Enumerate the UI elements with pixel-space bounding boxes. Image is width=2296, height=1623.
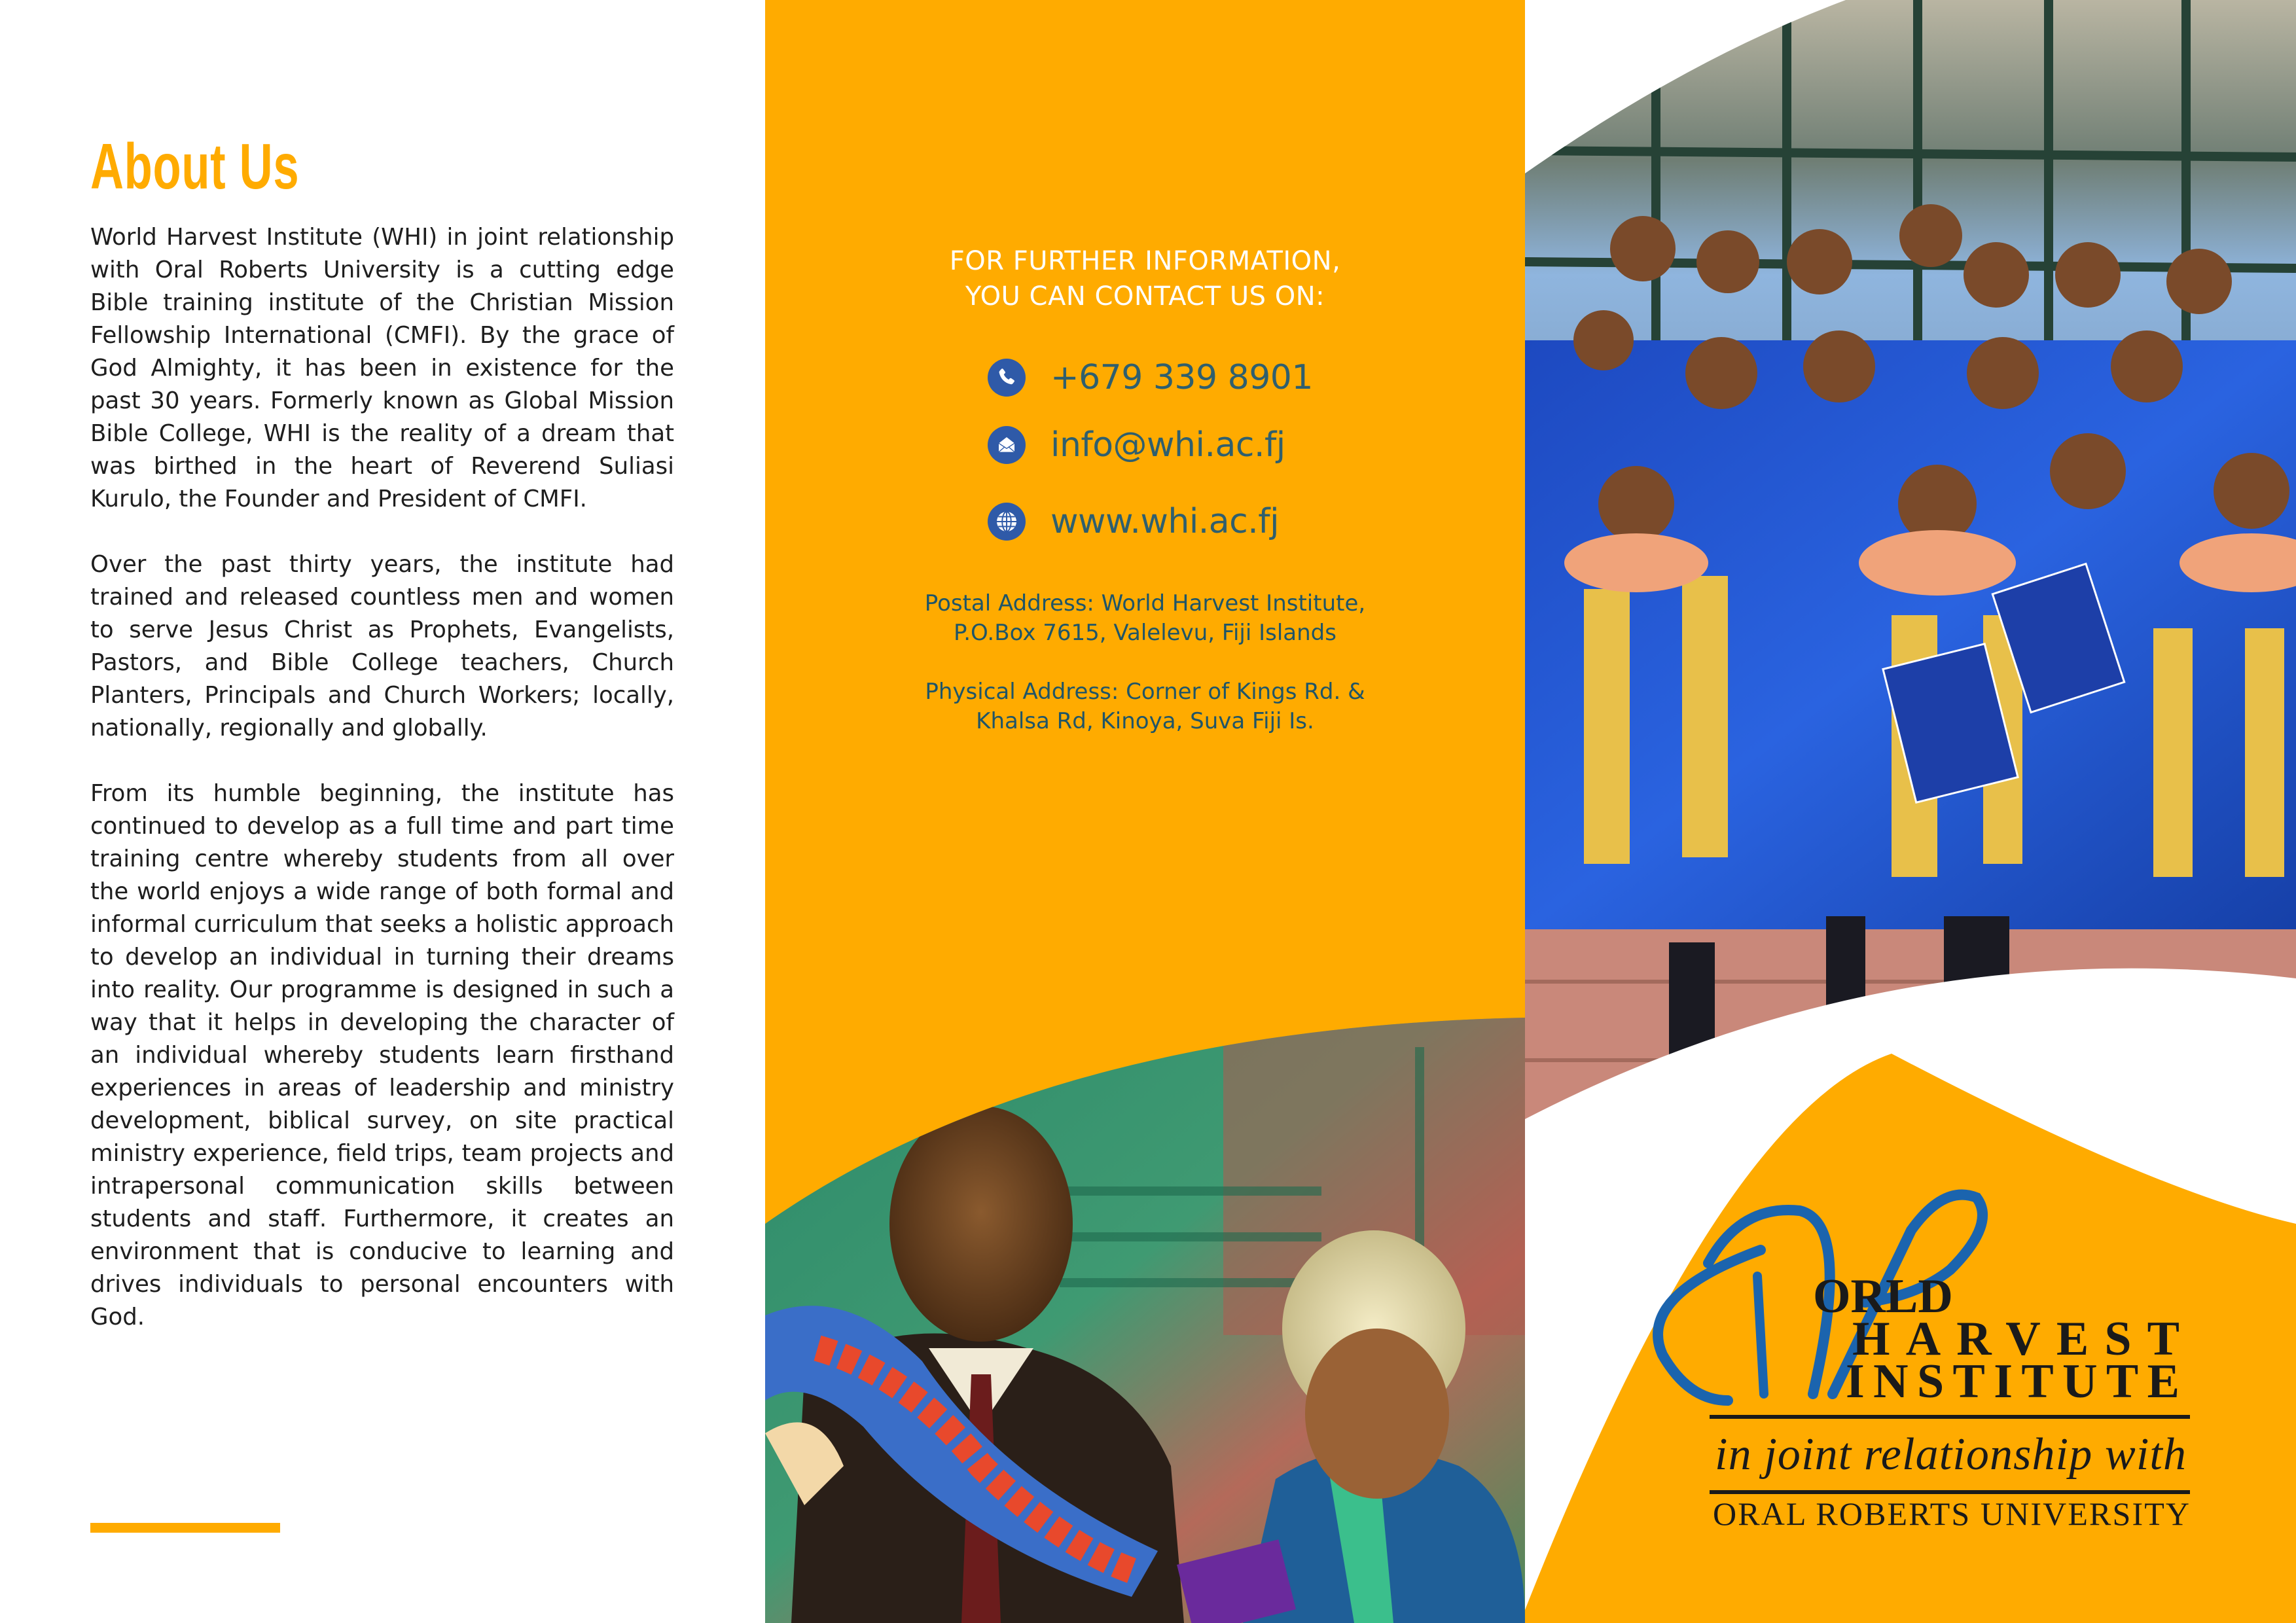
logo-divider-bottom [1710,1490,2190,1494]
about-paragraph: World Harvest Institute (WHI) in joint relationship with Oral Roberts University is a cutting edge Bible training institute of the Christian Mission Fellowship International (CMFI). By the grace of God Almighty, it has been in existence for the past 30 years. Formerly known as Global Mission Bible College, WHI is the reality of a dream that was birthed in the heart of Reverend Suliasi Kurulo, the Founder and President of CMFI. [90,224,674,512]
logo-tagline: in joint relationship with [1715,1429,2186,1480]
contact-website[interactable] [988,499,1279,544]
contact-phone[interactable] [988,355,1313,401]
contact-email[interactable] [988,422,1285,468]
globe-icon [988,503,1026,541]
phone-icon [988,359,1026,397]
logo-area [1525,0,2296,1623]
physical-address-line1: Physical Address: Corner of Kings Rd. & [925,679,1365,705]
postal-address [765,589,1525,648]
about-title: About Us [90,130,300,202]
physical-address-line2: Khalsa Rd, Kinoya, Suva Fiji Is. [976,708,1314,734]
cover-panel [1525,0,2296,1623]
about-paragraph: From its humble beginning, the institute has continued to develop as a full time and part time training centre whereby students from all over the world enjoys a wide range of both formal and informal curriculum that seeks a holistic approach to develop an individual in turning their dreams into reality. Our programme is designed in such a way that it helps in developing the character of an individual whereby students learn firsthand experiences in areas of leadership and ministry development, biblical survey, on site practical ministry experience, field trips, team projects and intrapersonal communication skills between students and staff. Furthermore, it creates an environment that is conducive to learning and drives individuals to personal encounters with God. [90,780,674,1330]
logo-partner: ORAL ROBERTS UNIVERSITY [1713,1495,2189,1532]
postal-address-line1: Postal Address: World Harvest Institute, [924,590,1366,616]
logo-line1: ORLD [1813,1270,1953,1323]
logo-divider-top [1710,1415,2190,1419]
contact-panel [765,0,1525,1623]
logo-line3: INSTITUTE [1846,1355,2179,1408]
about-paragraph: Over the past thirty years, the institute had trained and released countless men and women to serve Jesus Christ as Prophets, Evangelists, Pastors, and Bible College teachers, Church Planters, Principals and Church Workers; locally, nationally, regionally and globally. [90,551,674,741]
contact-heading-line2: YOU CAN CONTACT US ON: [965,281,1325,312]
about-body [90,221,674,1366]
phone-number[interactable]: +679 339 8901 [1050,358,1313,397]
physical-address [765,677,1525,736]
contact-heading [765,243,1525,314]
graduation-award-photo [765,1008,1525,1623]
email-address[interactable]: info@whi.ac.fj [1050,425,1285,465]
about-panel [0,0,765,1623]
website-url[interactable]: www.whi.ac.fj [1050,502,1280,541]
postal-address-line2: P.O.Box 7615, Valelevu, Fiji Islands [954,620,1336,646]
contact-heading-line1: FOR FURTHER INFORMATION, [949,246,1341,276]
email-icon [988,426,1026,464]
logo-line2: HARVEST [1852,1312,2179,1366]
accent-rule [90,1523,280,1533]
